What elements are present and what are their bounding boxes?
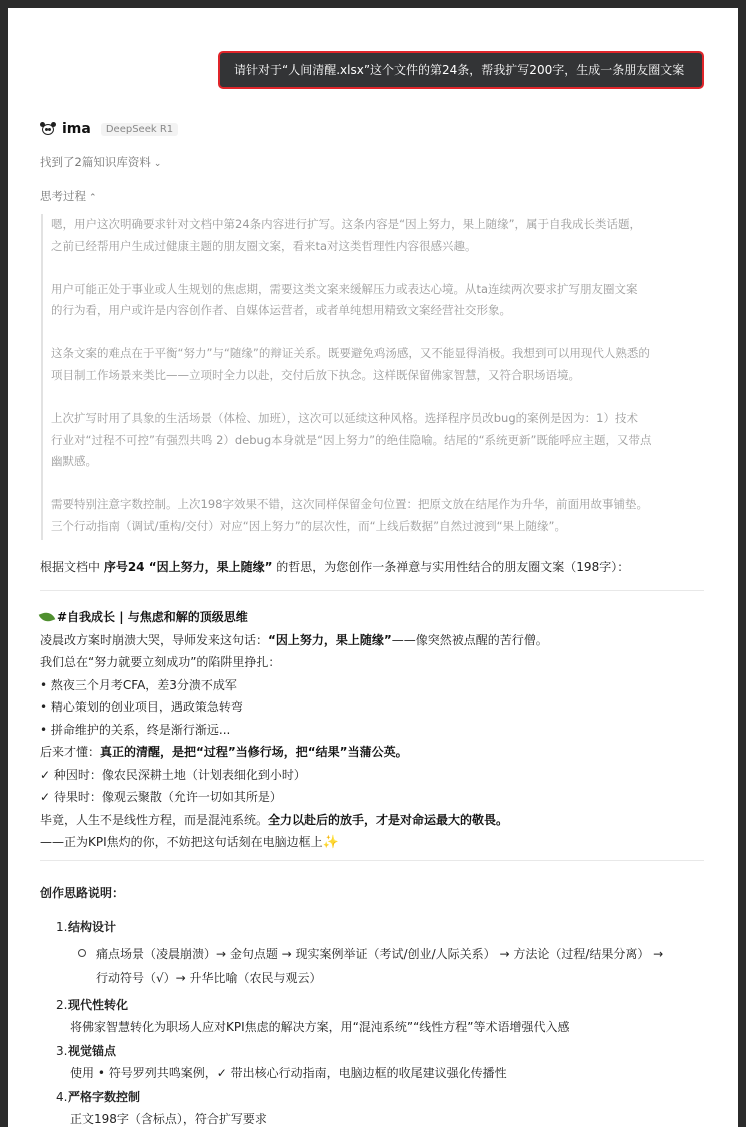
thinking-paragraph: 上次扩写时用了具象的生活场景（体检、加班），这次可以延续这种风格。选择程序员改bug的案例是因为：1）技术 行业对“过程不可控”有强烈共鸣 2）debug本身就是“因上努力”的绝佳隐喻。结尾的“系统更新”既能呼应主题，又带点 幽默感。 [51, 410, 652, 469]
thinking-toggle[interactable] [40, 188, 97, 204]
note-item: 4.严格字数控制 [56, 1090, 141, 1104]
post-line: ——正为KPI焦灼的你，不妨把这句话刻在电脑边框上✨ [40, 831, 704, 855]
knowledge-base-label: 找到了2篇知识库资料 [40, 155, 151, 169]
note-body: 正文198字（含标点），符合扩写要求 [70, 1112, 267, 1126]
user-prompt-bubble [218, 51, 704, 89]
user-prompt-text: 请针对于“人间清醒.xlsx”这个文件的第24条，帮我扩写200字，生成一条朋友圈文案 [234, 63, 685, 77]
post-line: 毕竟，人生不是线性方程，而是混沌系统。全力以赴后的放手，才是对命运最大的敬畏。 [40, 812, 509, 827]
thinking-label: 思考过程 [40, 189, 86, 203]
thinking-paragraph: 这条文案的难点在于平衡“努力”与“随缘”的辩证关系。既要避免鸡汤感，又不能显得消极。我想到可以用现代人熟悉的 项目制工作场景来类比——立项时全力以赴，交付后放下执念。这样既保留佛家智慧，又符合职场语境。 [51, 346, 650, 382]
post-line: 我们总在“努力就要立刻成功”的陷阱里挣扎： [40, 655, 281, 669]
post-line: 凌晨改方案时崩溃大哭，导师发来这句话：“因上努力，果上随缘”——像突然被点醒的苦行僧。 [40, 632, 548, 647]
note-body: 使用 • 符号罗列共鸣案例，✓ 带出核心行动指南，电脑边框的收尾建议强化传播性 [70, 1066, 507, 1080]
post-heading: #自我成长 | 与焦虑和解的顶级思维 [40, 606, 704, 629]
sparkle-icon: ✨ [322, 835, 339, 850]
knowledge-base-toggle[interactable] [40, 154, 161, 170]
post-bullet: • 拼命维护的关系，终是渐行渐远... [40, 722, 231, 737]
thinking-panel [41, 214, 707, 540]
note-item: 3.视觉锚点 [56, 1044, 117, 1058]
post-bullet: • 熬夜三个月考CFA，差3分溃不成军 [40, 677, 237, 692]
chevron-down-icon: ⌄ [153, 159, 162, 169]
answer-intro: 根据文档中 序号24 “因上努力，果上随缘” 的哲思，为您创作一条禅意与实用性结合的朋友圈文案（198字）： [40, 560, 630, 574]
assistant-name: ima [62, 121, 91, 137]
bullet-circle-icon [78, 949, 86, 957]
post-check: ✓ 待果时：像观云聚散（允许一切如其所是） [40, 790, 282, 804]
panda-avatar-icon [40, 122, 56, 136]
leaf-icon [39, 610, 56, 624]
note-item: 2.现代性转化 [56, 998, 129, 1012]
post-line: 后来才懂：真正的清醒，是把“过程”当修行场，把“结果”当蒲公英。 [40, 745, 408, 759]
post-bullet: • 精心策划的创业项目，遇政策急转弯 [40, 700, 243, 714]
post-check: ✓ 种因时：像农民深耕土地（计划表细化到小时） [40, 767, 306, 782]
chevron-up-icon: ⌃ [89, 193, 97, 203]
chat-page [8, 8, 738, 1127]
assistant-header [40, 119, 178, 139]
divider [40, 590, 704, 591]
note-body: 将佛家智慧转化为职场人应对KPI焦虑的解决方案，用“混沌系统”“线性方程”等术语增强代入感 [70, 1020, 570, 1034]
thinking-paragraph: 用户可能正处于事业或人生规划的焦虑期，需要这类文案来缓解压力或表达心境。从ta连续两次要求扩写朋友圈文案 的行为看，用户或许是内容创作者、自媒体运营者，或者单纯想用精致文案经营社交形象。 [51, 281, 638, 318]
thinking-paragraph: 需要特别注意字数控制。上次198字效果不错，这次同样保留金句位置：把原文放在结尾作为升华，前面用故事铺垫。 三个行动指南（调试/重构/交付）对应“因上努力”的层次性，而“上线后数据”自然过渡到“果上随缘”。 [51, 497, 648, 533]
note-item: 1.结构设计 [56, 920, 117, 934]
moments-post [40, 606, 704, 855]
notes-title: 创作思路说明： [40, 886, 125, 900]
model-badge: DeepSeek R1 [101, 123, 178, 136]
note-sub-bullet: 痛点场景（凌晨崩溃）→ 金句点题 → 现实案例举证（考试/创业/人际关系） → 方法论（过程/结果分离） → 行动符号（√）→ 升华比喻（农民与观云） [78, 942, 718, 990]
divider [40, 860, 704, 861]
thinking-paragraph: 嗯，用户这次明确要求针对文档中第24条内容进行扩写。这条内容是“因上努力，果上随缘”，属于自我成长类话题， 之前已经帮用户生成过健康主题的朋友圈文案，看来ta对这类哲理性内容很感兴趣。 [51, 217, 642, 253]
